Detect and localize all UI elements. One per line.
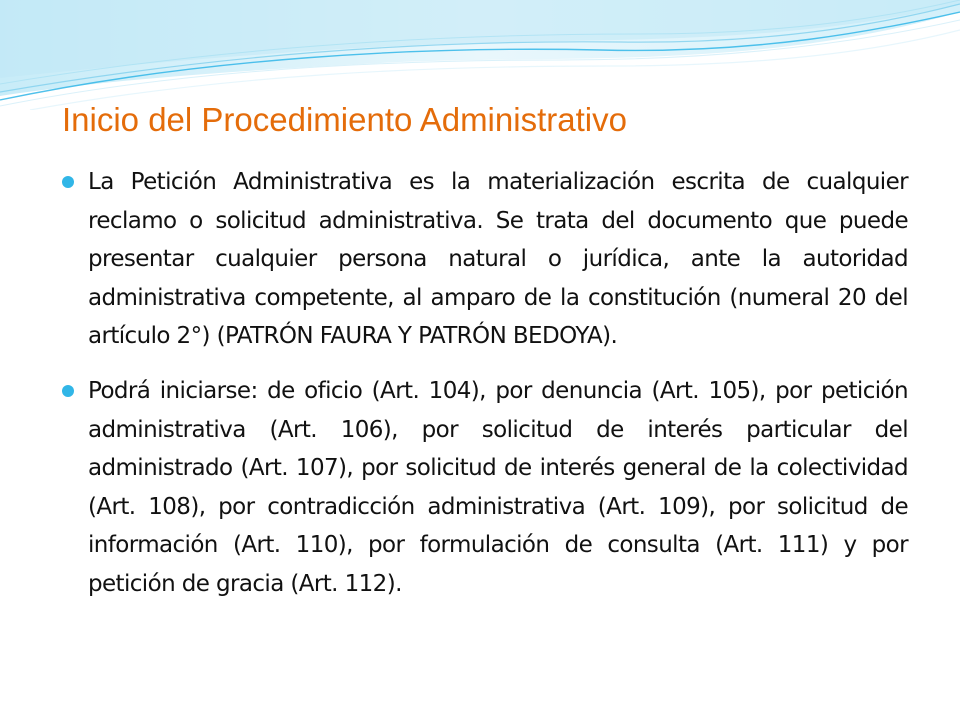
bullet-text: Podrá iniciarse: de oficio (Art. 104), por denuncia (Art. 105), por petición administrativa (Art. 106), por solicitud de interés particular del administrado (Art. 107), por solicitud de interés general de la colectividad (Art. 108), por contradicción administrativa (Art. 109), por solicitud de información (Art. 110), por formulación de consulta (Art. 111) y por petición de gracia (Art. 112).	[88, 377, 908, 597]
bullet-text: La Petición Administrativa es la materialización escrita de cualquier reclamo o solicitud administrativa. Se trata del documento que puede presentar cualquier persona natural o jurídica, ante la autoridad administrativa competente, al amparo de la constitución (numeral 20 del artículo 2°) (PATRÓN FAURA Y PATRÓN BEDOYA).	[88, 169, 908, 350]
wave-header-decoration	[0, 0, 960, 110]
bullet-dot-icon	[62, 385, 74, 397]
bullet-item-peticion-administrativa	[62, 163, 908, 356]
slide-title: Inicio del Procedimiento Administrativo	[62, 101, 627, 138]
bullet-dot-icon	[62, 176, 74, 188]
bullet-list	[62, 163, 908, 620]
bullet-item-podra-iniciarse	[62, 372, 908, 604]
